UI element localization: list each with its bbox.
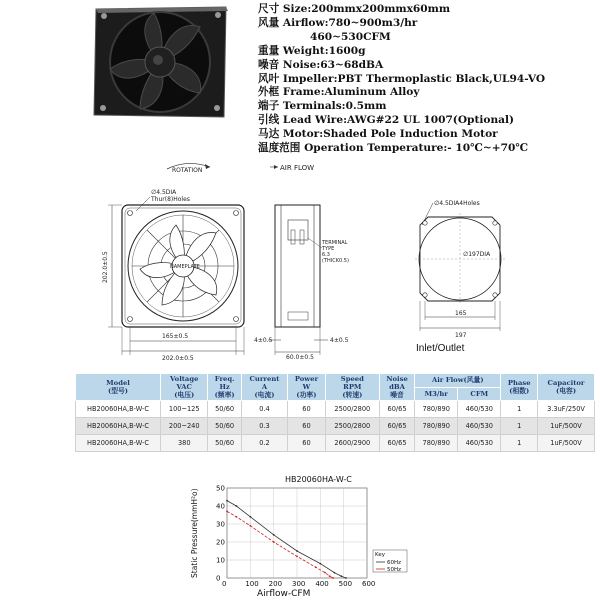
th-airflow-cfm: CFM (458, 387, 501, 401)
th-freq: Freq. Hz (频率) (208, 374, 241, 401)
data-point (324, 572, 326, 574)
th-current: Current A (电流) (241, 374, 287, 401)
legend-label: 50Hz (387, 567, 402, 573)
side-right-dim: 4±0.5 (330, 337, 349, 344)
thru-note-2: Thur(8)Holes (151, 196, 190, 203)
chart-ticks (216, 485, 375, 589)
terminal-note-1: TERMINAL (322, 240, 348, 246)
data-point (329, 575, 331, 577)
pitch-dim-202: 202.0±0.5 (162, 355, 194, 362)
spec-frame: 外框 Frame:Aluminum Alloy (258, 86, 420, 99)
chart-grid (227, 488, 367, 578)
spec-lead-wire: 引线 Lead Wire:AWG#22 UL 1007(Optional) (258, 114, 515, 127)
front-view-drawing (92, 155, 262, 365)
height-dim: 202.0±0.5 (102, 251, 109, 283)
holes-note: ∅4.5DIA4Holes (434, 200, 480, 207)
chart-x-axis-label: Airflow-CFM (257, 589, 311, 598)
data-point (226, 511, 228, 513)
data-point (226, 500, 228, 502)
th-phase: Phase (相数) (501, 374, 538, 401)
pitch-dim-165: 165±0.5 (162, 333, 189, 340)
th-speed: Speed RPM (转速) (325, 374, 379, 401)
terminal-note-3: 6.3 (322, 252, 330, 258)
y-tick-label: 10 (216, 556, 225, 565)
y-tick-label: 40 (216, 502, 225, 511)
x-tick-label: 500 (338, 580, 353, 588)
x-tick-label: 400 (315, 580, 329, 588)
data-point (273, 534, 275, 536)
spec-terminals: 端子 Terminals:0.5mm (258, 100, 387, 113)
data-point (319, 563, 321, 565)
data-point (332, 577, 334, 579)
data-point (315, 566, 317, 568)
table-row: HB20060HA,B-W-C 200~240 50/60 0.3 60 2500/2800 60/65 780/890 460/530 1 1uF/500V (76, 418, 595, 435)
data-point (235, 516, 237, 518)
th-voltage: Voltage VAC (电压) (161, 374, 208, 401)
y-tick-label: 20 (216, 538, 225, 547)
th-capacitor: Capacitor (电容) (538, 374, 595, 401)
inlet-outlet-drawing (400, 195, 510, 340)
chart-legend (373, 550, 407, 573)
spec-motor: 马达 Motor:Shaded Pole Induction Motor (258, 128, 498, 141)
th-model: Model (型号) (76, 374, 161, 401)
data-point (273, 541, 275, 543)
spec-noise: 噪音 Noise:63~68dBA (258, 58, 384, 71)
spec-temperature: 温度范围 Operation Temperature:- 10℃~+70℃ (258, 142, 529, 155)
spec-table (75, 373, 595, 452)
spec-impeller: 风叶 Impeller:PBT Thermoplastic Black,UL94-VO (258, 72, 546, 85)
data-point (249, 525, 251, 527)
side-view-drawing (250, 160, 370, 365)
data-point (333, 572, 335, 574)
side-left-dim: 4±0.5 (254, 337, 273, 344)
data-point (296, 550, 298, 552)
series-line-60hz (227, 501, 346, 578)
thru-note-1: ∅4.5DIA (151, 189, 177, 196)
spec-airflow-cfm: 460~530CFM (310, 30, 391, 43)
th-noise: Noise dBA 噪音 (379, 374, 414, 401)
chart-title: HB20060HA-W-C (285, 475, 352, 484)
data-point (345, 577, 347, 579)
terminal-note-4: (THICK0.5) (322, 258, 349, 264)
inlet-outlet-label: Inlet/Outlet (416, 343, 465, 354)
spec-weight: 重量 Weight:1600g (258, 44, 366, 57)
inlet-dim-165: 165 (455, 310, 467, 317)
chart-lines (226, 500, 347, 579)
nameplate-label: NAMEPLATE (170, 264, 200, 270)
depth-dim: 60.0±0.5 (286, 354, 314, 361)
table-row: HB20060HA,B-W-C 100~125 50/60 0.4 60 2500/2800 60/65 780/890 460/530 1 3.3uF/250V (76, 401, 595, 418)
th-airflow: Air Flow(风量) (415, 374, 501, 388)
spec-size: 尺寸 Size:200mmx200mmx60mm (258, 3, 451, 15)
x-tick-label: 600 (362, 580, 376, 588)
y-tick-label: 0 (216, 574, 221, 583)
x-tick-label: 200 (268, 580, 283, 588)
series-line-50hz (227, 511, 333, 578)
data-point (340, 575, 342, 577)
x-tick-label: 300 (292, 580, 306, 588)
chart-y-axis-label: Static Pressure(mmH²o) (190, 488, 199, 578)
th-power: Power W (功率) (288, 374, 326, 401)
performance-chart (185, 470, 415, 598)
legend-label: 60Hz (387, 560, 402, 566)
y-tick-label: 50 (216, 484, 225, 493)
spec-list (258, 3, 598, 156)
y-tick-label: 30 (216, 520, 225, 529)
data-point (249, 516, 251, 518)
spec-airflow: 风量 Airflow:780~900m3/hr (258, 16, 418, 29)
data-point (296, 556, 298, 558)
x-tick-label: 100 (245, 580, 259, 588)
x-tick-label: 0 (222, 580, 227, 588)
legend-title: Key (375, 552, 385, 558)
table-row: HB20060HA,B-W-C 380 50/60 0.2 60 2600/2900 60/65 780/890 460/530 1 1uF/500V (76, 435, 595, 452)
inlet-dim-197: 197 (455, 332, 467, 339)
th-airflow-m3hr: M3/hr (415, 387, 458, 401)
dia-note: ∅197DIA (463, 251, 491, 258)
data-point (235, 505, 237, 507)
fan-photo (88, 3, 230, 121)
terminal-note-2: TYPE (322, 246, 335, 252)
airflow-label: AIR FLOW (280, 164, 315, 172)
rotation-label: ROTATION (172, 167, 203, 174)
